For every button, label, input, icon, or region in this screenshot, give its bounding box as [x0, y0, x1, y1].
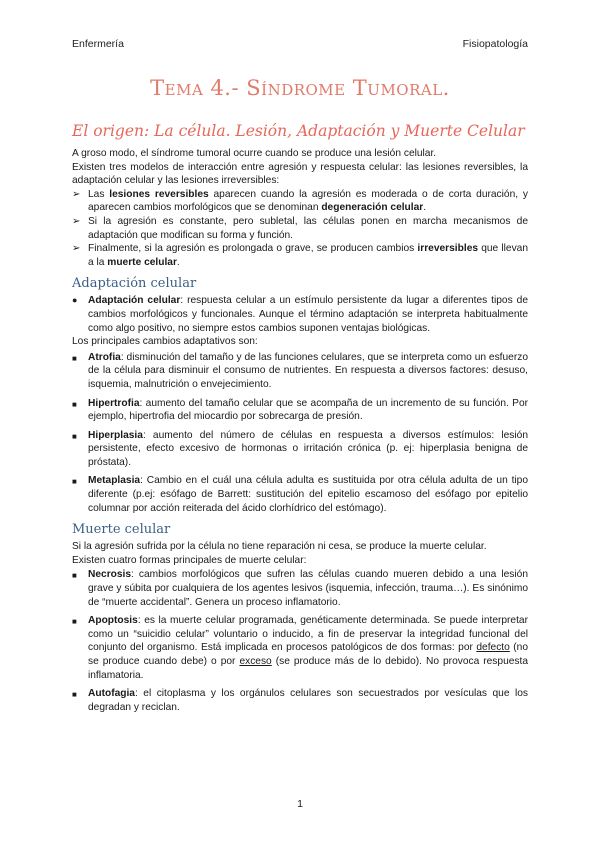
square-bullet-icon: ■: [72, 617, 77, 627]
list-item: ■ Atrofia: disminución del tamaño y de las funciones celulares, que se interpreta como un esfuerzo de la célula para disminuir el consumo de nutrientes. En respuesta a diversos factores: desuso, isquemia, malnutrición o envejecimiento.: [72, 351, 528, 390]
list-item: ■ Hipertrofia: aumento del tamaño celular que se acompaña de un incremento de su función. Por ejemplo, hipertrofia del miocardio por sobrecarga de presión.: [72, 397, 528, 423]
list-item: ➢ Las lesiones reversibles aparecen cuando la agresión es moderada o de corta duración, y aparecen cambios morfológicos que se denominan degeneración celular.: [72, 188, 529, 214]
list-item: ■ Hiperplasia: aumento del número de células en respuesta a diversos estímulos: lesión persistente, efecto excesivo de hormonas o irritación crónica (p. ej: hiperplasia benigna de próstata).: [72, 429, 528, 468]
paragraph: A groso modo, el síndrome tumoral ocurre cuando se produce una lesión celular.: [72, 148, 437, 159]
list-item: ➢ Si la agresión es constante, pero subletal, las células ponen en marcha mecanismos de adaptación que modifican su forma y función.: [72, 215, 528, 241]
content: [72, 121, 528, 714]
arrow-bullet-icon: ➢: [72, 188, 81, 200]
paragraph: Existen tres modelos de interacción entre agresión y respuesta celular: las lesiones reversibles, la adaptación celular y las lesiones irreversibles:: [72, 161, 528, 187]
list-item: ■ Apoptosis: es la muerte celular programada, genéticamente determinada. Se puede interpretar como un “suicidio celular” voluntario o inducido, a fin de preservar la integridad funcional del conjunto del organismo. Está implicada en procesos patológicos de dos formas: por defecto (no se produce cuando debe) o por exceso (se produce más de lo debido). No provoca respuesta inflamatoria.: [72, 615, 529, 681]
list-item: ■ Metaplasia: Cambio en el cuál una célula adulta es sustituida por otra célula adulta de un tipo diferente (p.ej: esófago de Barrett: sustitución del epitelio escamoso del esófago por epitelio columnar por acción reiterada del ácido clorhídrico del estómago).: [72, 475, 528, 514]
list-item: ■ Necrosis: cambios morfológicos que sufren las células cuando mueren debido a una lesión grave y súbita por cualquiera de los agentes lesivos (isquemia, infección, trauma…). Es sinónimo de “muerte accidental”. Genera un proceso inflamatorio.: [72, 569, 528, 608]
paragraph: Los principales cambios adaptativos son:: [72, 336, 258, 348]
arrow-list: [72, 188, 528, 270]
square-list: [72, 568, 528, 714]
square-list: [72, 351, 528, 516]
section-heading-muerte: Muerte celular: [72, 522, 171, 538]
arrow-bullet-icon: ➢: [72, 243, 81, 255]
list-item: ➢ Finalmente, si la agresión es prolongada o grave, se producen cambios irreversibles que llevan a la muerte celular.: [72, 243, 528, 268]
square-bullet-icon: ■: [72, 353, 77, 363]
header-right: Fisiopatología: [462, 38, 528, 50]
arrow-bullet-icon: ➢: [72, 215, 81, 227]
dot-bullet-icon: ●: [72, 295, 78, 306]
square-bullet-icon: ■: [72, 399, 77, 409]
section-heading-adaptacion: Adaptación celular: [72, 276, 197, 292]
paragraph: Existen cuatro formas principales de muerte celular:: [72, 554, 307, 566]
header-left: Enfermería: [72, 38, 124, 50]
square-bullet-icon: ■: [72, 690, 77, 700]
section-heading-origen: El origen: La célula. Lesión, Adaptación y Muerte Celular: [72, 122, 525, 140]
square-bullet-icon: ■: [72, 431, 77, 441]
page-title: Tema 4.- Síndrome Tumoral.: [150, 76, 450, 100]
square-bullet-icon: ■: [72, 477, 77, 487]
square-bullet-icon: ■: [72, 571, 77, 581]
list-item: ● Adaptación celular: respuesta celular a un estímulo persistente da lugar a diferentes tipos de cambios morfológicos y funcionales. Aunque el término adaptación se interpreta habitualmente como algo positivo, no siempre estos cambios suponen ventajas biológicas.: [72, 295, 528, 334]
page-number: 1: [297, 798, 303, 810]
list-item: ■ Autofagia: el citoplasma y los orgánulos celulares son secuestrados por vesículas que los degradan y reciclan.: [72, 688, 528, 713]
definition-list: [72, 294, 528, 335]
paragraph: Si la agresión sufrida por la célula no tiene reparación ni cesa, se produce la muerte celular.: [72, 541, 487, 553]
